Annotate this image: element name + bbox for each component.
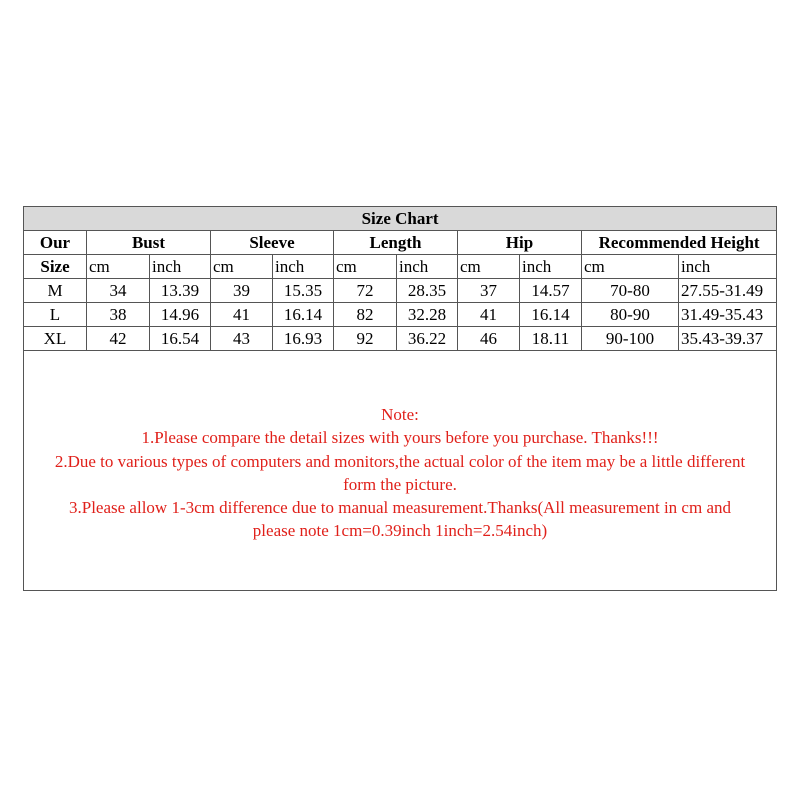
table-cell: 41 — [458, 303, 520, 327]
table-cell: 37 — [458, 279, 520, 303]
table-cell: 35.43-39.37 — [679, 327, 777, 351]
table-row — [24, 303, 777, 327]
unit-cell: inch — [397, 255, 458, 279]
table-cell: 46 — [458, 327, 520, 351]
table-cell: 15.35 — [273, 279, 334, 303]
note-heading: Note: — [381, 405, 419, 424]
unit-cell: inch — [520, 255, 582, 279]
table-cell: 13.39 — [150, 279, 211, 303]
table-cell: 39 — [211, 279, 273, 303]
table-cell: 34 — [87, 279, 150, 303]
header-size: Size — [24, 255, 87, 279]
table-cell: 72 — [334, 279, 397, 303]
unit-cell: cm — [458, 255, 520, 279]
table-cell: 16.14 — [520, 303, 582, 327]
header-recommended-height: Recommended Height — [582, 231, 777, 255]
title-row — [24, 207, 777, 231]
size-label: L — [24, 303, 87, 327]
note-line: please note 1cm=0.39inch 1inch=2.54inch) — [252, 521, 548, 541]
size-chart-table — [23, 206, 777, 351]
unit-cell: cm — [87, 255, 150, 279]
unit-cell: cm — [211, 255, 273, 279]
table-cell: 16.14 — [273, 303, 334, 327]
header-bust: Bust — [87, 231, 211, 255]
header-our: Our — [24, 231, 87, 255]
unit-cell: cm — [582, 255, 679, 279]
notes-block — [24, 403, 776, 543]
table-cell: 27.55-31.49 — [679, 279, 777, 303]
unit-cell: inch — [679, 255, 777, 279]
header-length: Length — [334, 231, 458, 255]
unit-cell: cm — [334, 255, 397, 279]
header-sleeve: Sleeve — [211, 231, 334, 255]
table-cell: 82 — [334, 303, 397, 327]
table-cell: 28.35 — [397, 279, 458, 303]
table-row — [24, 327, 777, 351]
unit-cell: inch — [150, 255, 211, 279]
table-row — [24, 279, 777, 303]
table-cell: 43 — [211, 327, 273, 351]
note-line: 3.Please allow 1-3cm difference due to manual measurement.Thanks(All measurement in cm and — [69, 498, 731, 518]
unit-cell: inch — [273, 255, 334, 279]
table-cell: 32.28 — [397, 303, 458, 327]
table-cell: 16.93 — [273, 327, 334, 351]
table-cell: 80-90 — [582, 303, 679, 327]
table-title: Size Chart — [24, 207, 777, 231]
header-row-units — [24, 255, 777, 279]
size-label: XL — [24, 327, 87, 351]
header-hip: Hip — [458, 231, 582, 255]
table-cell: 92 — [334, 327, 397, 351]
table-cell: 36.22 — [397, 327, 458, 351]
table-cell: 42 — [87, 327, 150, 351]
size-label: M — [24, 279, 87, 303]
table-cell: 14.57 — [520, 279, 582, 303]
table-cell: 16.54 — [150, 327, 211, 351]
table-cell: 31.49-35.43 — [679, 303, 777, 327]
table-cell: 14.96 — [150, 303, 211, 327]
table-cell: 41 — [211, 303, 273, 327]
table-cell: 18.11 — [520, 327, 582, 351]
table-cell: 38 — [87, 303, 150, 327]
note-line: 2.Due to various types of computers and monitors,the actual color of the item may be a little different — [54, 451, 746, 471]
size-chart-sheet — [23, 206, 777, 591]
header-row-measurements — [24, 231, 777, 255]
note-line: 1.Please compare the detail sizes with yours before you purchase. Thanks!!! — [141, 428, 659, 448]
note-line: form the picture. — [343, 474, 457, 494]
table-cell: 90-100 — [582, 327, 679, 351]
table-cell: 70-80 — [582, 279, 679, 303]
